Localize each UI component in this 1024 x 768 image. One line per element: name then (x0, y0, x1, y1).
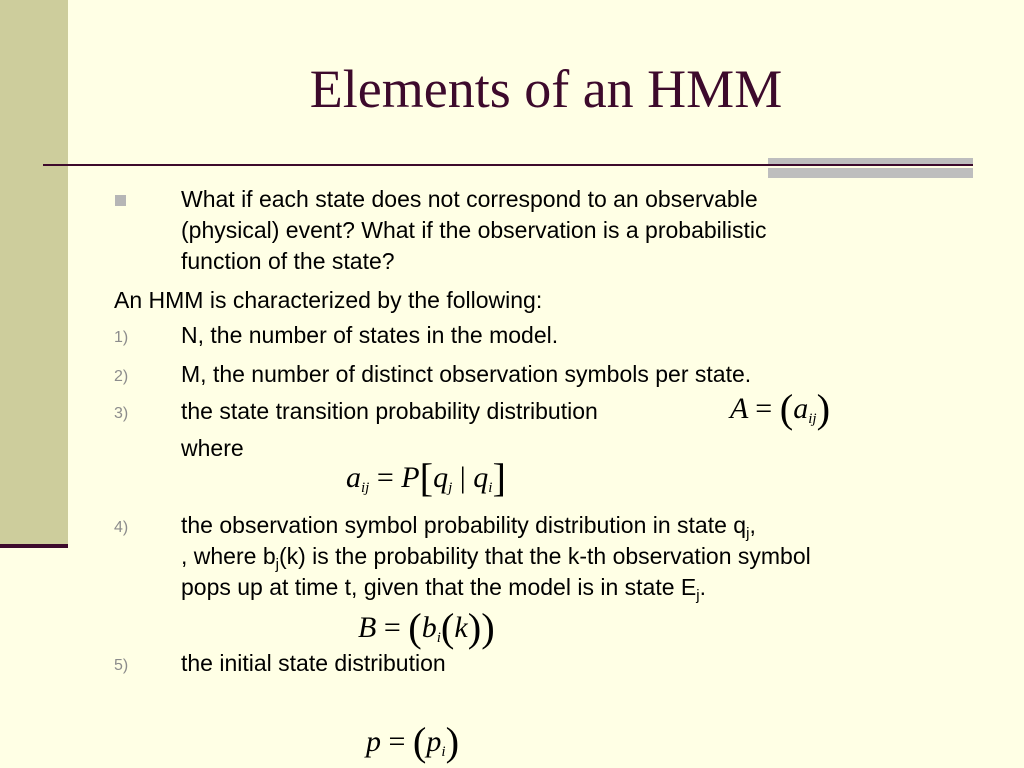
slide-title: Elements of an HMM (309, 59, 783, 119)
list-marker: 1) (114, 329, 129, 346)
list-item-text: the state transition probability distribution (181, 398, 598, 424)
list-marker: 2) (114, 368, 129, 385)
where-text: where (181, 435, 244, 461)
formula-transition-probability: $a_{ij} = P[q_j$ | $q_i$] (346, 455, 506, 500)
side-panel (0, 0, 68, 545)
list-item-text: , where $b_j(k)$ is the probability that the k-th observation symbol (181, 543, 811, 573)
list-item-text: the initial state distribution (181, 650, 446, 676)
title-accent-bar (768, 158, 973, 164)
formula-initial-distribution: $p = (p_i)$ (366, 719, 460, 764)
list-marker: 5) (114, 657, 129, 674)
bullet-square-icon (115, 195, 126, 206)
title-divider (43, 164, 973, 166)
formula-emission-matrix: $B = (b_i(k))$ (358, 605, 495, 650)
list-item-text: pops up at time t, given that the model is in state $E_j$. (181, 574, 706, 604)
title-accent-bar-lower (768, 168, 973, 178)
list-marker: 3) (114, 405, 129, 422)
list-marker: 4) (114, 519, 129, 536)
intro-text: An HMM is characterized by the following: (114, 287, 543, 313)
bullet-line: (physical) event? What if the observation is a probabilistic (181, 217, 767, 243)
side-divider (0, 544, 68, 548)
list-item-text: M, the number of distinct observation symbols per state. (181, 361, 752, 387)
formula-transition-matrix: $A = (a_{ij})$ (730, 386, 831, 431)
bullet-line: function of the state? (181, 248, 395, 274)
bullet-line: What if each state does not correspond to an observable (181, 186, 758, 212)
list-item-text: N, the number of states in the model. (181, 322, 559, 348)
list-item-text: the observation symbol probability distribution in state $q_j$, (181, 512, 756, 542)
